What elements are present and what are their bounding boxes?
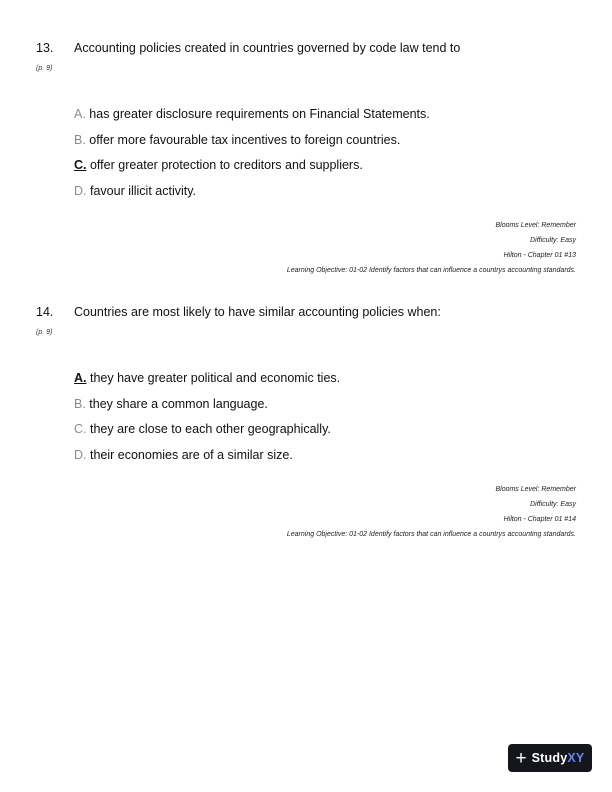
question-metadata xyxy=(287,486,576,546)
brand-accent: XY xyxy=(567,751,585,765)
answer-options xyxy=(74,371,340,473)
option-letter: D. xyxy=(74,447,87,462)
studyxy-badge[interactable] xyxy=(508,744,592,772)
learning-objective: Learning Objective: 01-02 Identify factors that can influence a countrys accounting standards. xyxy=(286,531,576,538)
page-reference: (p. 9) xyxy=(36,65,53,72)
answer-option-a xyxy=(74,107,430,133)
answer-option-a-correct xyxy=(74,371,340,397)
option-text: offer more favourable tax incentives to foreign countries. xyxy=(89,132,401,147)
question-text: Countries are most likely to have similar accounting policies when: xyxy=(74,305,441,319)
question-text: Accounting policies created in countries governed by code law tend to xyxy=(74,41,461,55)
option-letter: A. xyxy=(74,371,87,385)
option-letter: B. xyxy=(74,132,86,147)
answer-option-d xyxy=(74,184,430,210)
answer-option-c-correct xyxy=(74,158,430,184)
option-letter: A. xyxy=(74,107,86,121)
option-text: their economies are of a similar size. xyxy=(89,447,293,462)
difficulty: Difficulty: Easy xyxy=(530,237,576,244)
difficulty: Difficulty: Easy xyxy=(530,501,576,508)
option-text: offer greater protection to creditors and suppliers. xyxy=(89,158,363,172)
answer-options xyxy=(74,107,430,209)
answer-option-c xyxy=(74,422,340,448)
brand-main: Study xyxy=(531,751,568,765)
option-text: has greater disclosure requirements on Financial Statements. xyxy=(89,107,430,121)
option-letter: C. xyxy=(74,158,87,172)
question-number: 14. xyxy=(36,305,54,319)
option-letter: C. xyxy=(74,422,87,436)
brand-name xyxy=(532,751,585,765)
option-text: favour illicit activity. xyxy=(89,183,197,198)
plus-icon: + xyxy=(515,747,527,769)
option-text: they are close to each other geographically. xyxy=(89,422,331,436)
page-reference: (p. 9) xyxy=(36,329,53,336)
answer-option-d xyxy=(74,448,340,474)
blooms-level: Blooms Level: Remember xyxy=(495,486,576,493)
option-letter: B. xyxy=(74,396,86,411)
answer-option-b xyxy=(74,397,340,423)
question-number: 13. xyxy=(36,41,54,55)
option-letter: D. xyxy=(74,183,87,198)
blooms-level: Blooms Level: Remember xyxy=(495,222,576,229)
option-text: they have greater political and economic ties. xyxy=(89,371,341,385)
question-metadata xyxy=(287,222,576,282)
learning-objective: Learning Objective: 01-02 Identify factors that can influence a countrys accounting standards. xyxy=(286,267,576,274)
chapter-reference: Hilton - Chapter 01 #13 xyxy=(503,252,576,259)
option-text: they share a common language. xyxy=(89,396,268,411)
chapter-reference: Hilton - Chapter 01 #14 xyxy=(503,516,576,523)
answer-option-b xyxy=(74,133,430,159)
